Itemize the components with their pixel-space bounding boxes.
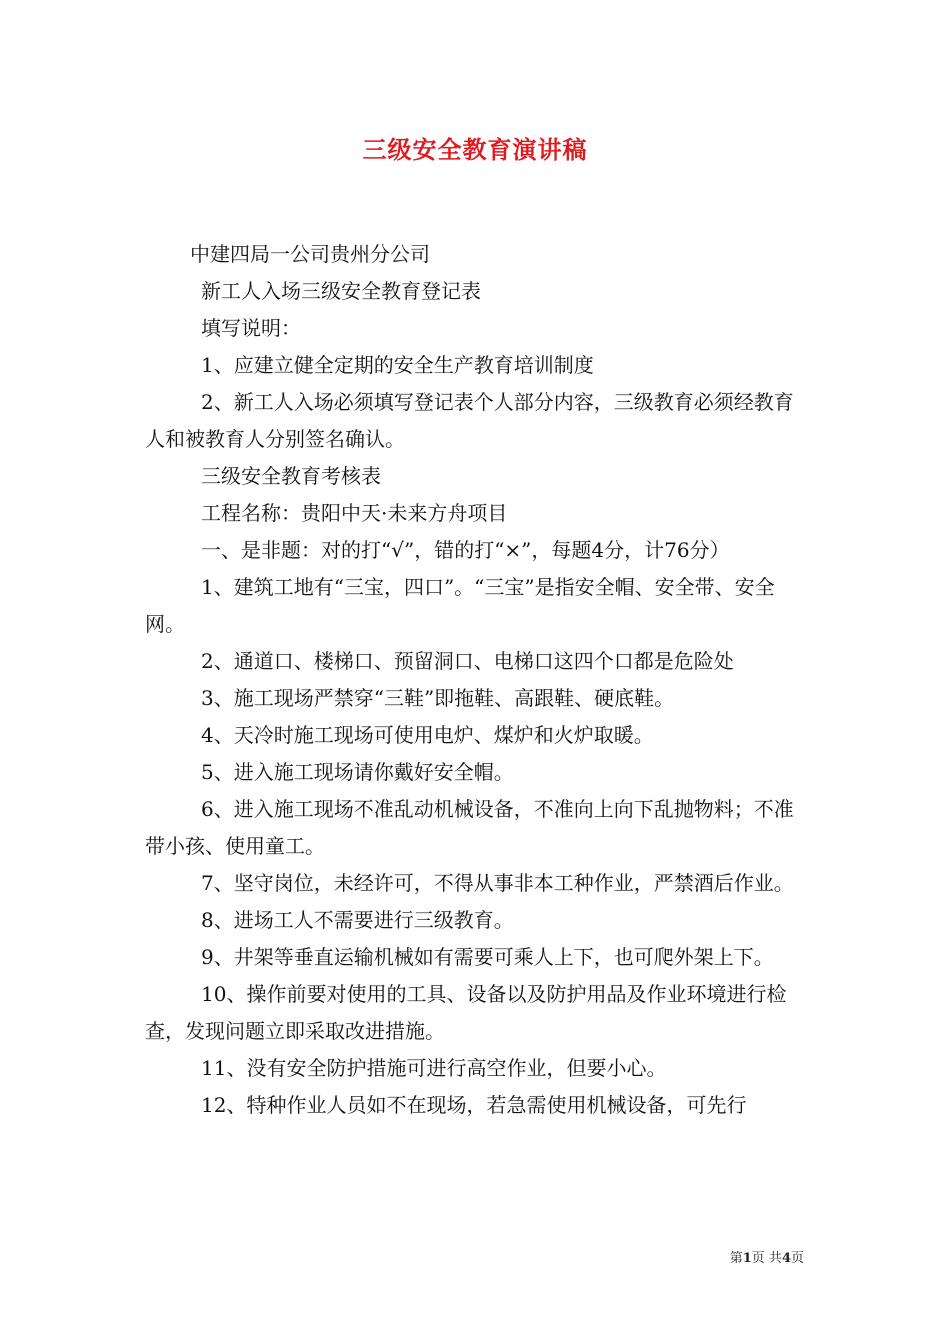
paragraph-project-name: 工程名称：贵阳中天·未来方舟项目 <box>201 501 508 525</box>
question-item: 1、建筑工地有“三宝，四口”。“三宝”是指安全帽、安全带、安全网。 <box>145 575 775 636</box>
question-item: 11、没有安全防护措施可进行高空作业，但要小心。 <box>201 1056 667 1080</box>
footer-page-number: 1 <box>742 1251 752 1266</box>
footer-total-pages: 4 <box>781 1251 791 1266</box>
question-item: 7、坚守岗位，未经许可，不得从事非本工种作业，严禁酒后作业。 <box>201 871 794 895</box>
paragraph-section-heading: 一、是非题：对的打“√”，错的打“×”，每题4分，计76分） <box>201 538 730 562</box>
footer-middle: 页 共 <box>751 1251 782 1266</box>
question-item: 4、天冷时施工现场可使用电炉、煤炉和火炉取暖。 <box>201 723 654 747</box>
document-title: 三级安全教育演讲稿 <box>362 135 588 164</box>
footer-suffix: 页 <box>790 1251 804 1266</box>
question-item: 2、通道口、楼梯口、预留洞口、电梯口这四个口都是危险处 <box>201 649 734 673</box>
question-item: 3、施工现场严禁穿“三鞋”即拖鞋、高跟鞋、硬底鞋。 <box>201 686 675 710</box>
page-footer <box>730 1247 804 1266</box>
document-body <box>145 236 813 1124</box>
paragraph-instructions-heading: 填写说明： <box>201 316 301 340</box>
footer-prefix: 第 <box>729 1251 743 1266</box>
question-item: 8、进场工人不需要进行三级教育。 <box>201 908 514 932</box>
paragraph-form-title: 新工人入场三级安全教育登记表 <box>201 279 481 303</box>
paragraph-instruction-2: 2、新工人入场必须填写登记表个人部分内容，三级教育必须经教育人和被教育人分别签名确认。 <box>145 390 794 451</box>
paragraph-instruction-1: 1、应建立健全定期的安全生产教育培训制度 <box>201 353 594 377</box>
question-item: 6、进入施工现场不准乱动机械设备，不准向上向下乱抛物料；不准带小孩、使用童工。 <box>145 797 794 858</box>
paragraph-exam-title: 三级安全教育考核表 <box>201 464 381 488</box>
paragraph-company: 中建四局一公司贵州分公司 <box>190 242 430 266</box>
question-item: 9、井架等垂直运输机械如有需要可乘人上下，也可爬外架上下。 <box>201 945 774 969</box>
question-item: 12、特种作业人员如不在现场，若急需使用机械设备，可先行 <box>201 1093 747 1117</box>
question-item: 10、操作前要对使用的工具、设备以及防护用品及作业环境进行检查，发现问题立即采取改进措施。 <box>145 982 787 1043</box>
question-item: 5、进入施工现场请你戴好安全帽。 <box>201 760 514 784</box>
